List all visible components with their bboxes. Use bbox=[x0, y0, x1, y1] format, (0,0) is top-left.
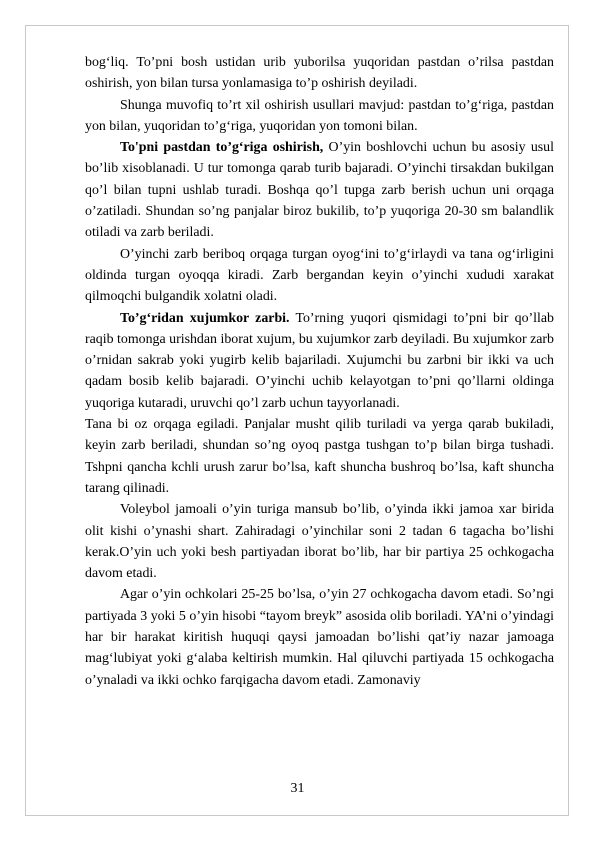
paragraph-2 bbox=[85, 95, 554, 138]
paragraph-4-text: O’yinchi zarb beriboq orqaga turgan oyog‘ini to’g‘irlaydi va tana og‘irligini oldinda turgan oyoqqa kiradi. Zarb bergandan keyin o’yinchi xududi xarakat qilmoqchi bulgandik xolatni oladi. bbox=[85, 246, 554, 305]
paragraph-5-text: To’rning yuqori qismidagi to’pni bir qo’llab raqib tomonga urishdan iborat xujum, bu xujumkor zarb deyiladi. Bu xujumkor zarb o’rnidan sakrab yoki yugirb kelib bajariladi. Xujumchi bu zarbni bir ikki va uch qadam bosib kelib bajaradi. O’yinchi uchib kelayotgan to’pni qo’llarni oldinga yuqoriga kutaradi, uruvchi qo’l zarb uchun tayyorlanadi. bbox=[85, 310, 554, 411]
page-number: 31 bbox=[290, 781, 305, 796]
paragraph-4 bbox=[85, 244, 554, 308]
paragraph-7 bbox=[85, 499, 554, 584]
paragraph-3-text: O’yin boshlovchi uchun bu asosiy usul bo’lib xisoblanadi. U tur tomonga qarab turib bajaradi. O’yinchi tirsakdan bukilgan qo’l bilan tupni ushlab turadi. Boshqa qo’l tupga zarb berish uchun uni orqaga o’zatiladi. Shundan so’ng panjalar biroz bukilib, to’p yuqoriga 20-30 sm balandlik otiladi va zarb beriladi. bbox=[85, 140, 554, 241]
paragraph-8-text: Agar o’yin ochkolari 25-25 bo’lsa, o’yin 27 ochkogacha davom etadi. So’ngi partiyada 3 yoki 5 o’yin hisobi “tayom breyk” asosida olib boriladi. YA’ni o’yindagi har bir harakat kiritish huquqi qaysi jamoadan bo’lishi qat’iy nazar jamoaga mag‘lubiyat yoki g‘alaba keltirish mumkin. Hal qiluvchi partiyada 15 ochkogacha o’ynaladi va ikki ochko farqigacha davom etadi. Zamonaviy bbox=[85, 587, 554, 688]
paragraph-5-heading: To’g‘ridan xujumkor zarbi. bbox=[120, 310, 290, 326]
paragraph-3-heading: To'pni pastdan to’g‘riga oshirish, bbox=[120, 140, 324, 156]
paragraph-7-text: Voleybol jamoali o’yin turiga mansub bo’lib, o’yinda ikki jamoa xar birida olit kishi o’ynashi shart. Zahiradagi o’yinchilar soni 2 tadan 6 tagacha bo’lishi kerak.O’yin uch yoki besh partiyadan iborat bo’lib, har bir partiya 25 ochkogacha davom etadi. bbox=[85, 502, 554, 582]
paragraph-5 bbox=[85, 308, 554, 414]
paragraph-1 bbox=[85, 52, 554, 95]
paragraph-6 bbox=[85, 414, 554, 499]
paragraph-6-text: Tana bi oz orqaga egiladi. Panjalar musht qilib turiladi va yerga qarab bukiladi, keyin zarb beriladi, shundan so’ng oyoq pastga tushgan to’p bilan birga tushadi. Tshpni qancha kchli urush zarur bo’lsa, kaft shuncha bushroq bo’lsa, kaft shuncha tarang qilinadi. bbox=[85, 417, 554, 496]
paragraph-3 bbox=[85, 137, 554, 243]
paragraph-2-text: Shunga muvofiq to’rt xil oshirish usullari mavjud: pastdan to’g‘riga, pastdan yon bilan, yuqoridan to’g‘riga, yuqoridan yon tomoni bilan. bbox=[85, 97, 554, 134]
paragraph-1-text: bog‘liq. To’pni bosh ustidan urib yuborilsa yuqoridan pastdan o’rilsa pastdan oshirish, yon bilan tursa yonlamasiga to’p oshirish deyiladi. bbox=[85, 55, 554, 92]
paragraph-8 bbox=[85, 584, 554, 690]
document-body bbox=[85, 52, 554, 691]
